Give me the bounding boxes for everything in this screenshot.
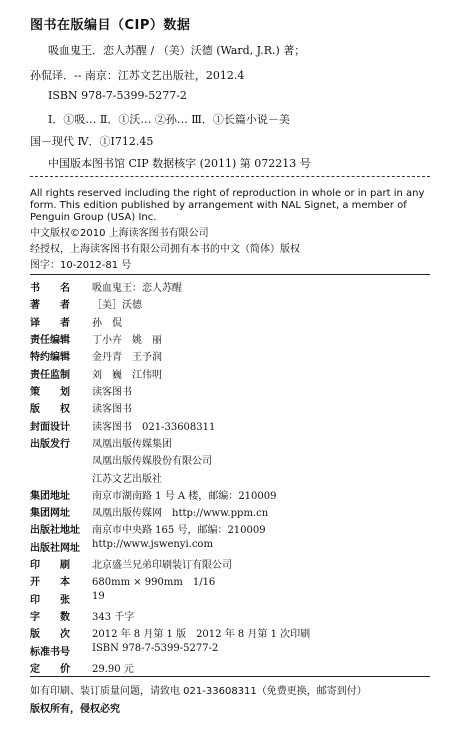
dashed-divider (30, 176, 430, 177)
rights-reserved: 版权所有，侵权必究 (30, 704, 120, 715)
detail-label: 责任监制 (30, 369, 70, 381)
rights-statement: All rights reserved including the right of reproduction in whole or in part in any form. This edition published by arrangement with NAL Signet, a member of Penguin Group (USA) Inc. (30, 188, 425, 223)
detail-value: ISBN 978-7-5399-5277-2 (92, 642, 219, 654)
detail-value: 680mm × 990mm 1/16 (92, 577, 216, 589)
detail-label: 译 者 (30, 317, 70, 329)
cip-line-classification: Ⅰ．①吸… Ⅱ．①沃… ②孙… Ⅲ．①长篇小说－美 (48, 113, 290, 126)
cip-line-isbn: ISBN 978-7-5399-5277-2 (48, 89, 187, 102)
detail-label: 出版发行 (30, 438, 70, 450)
detail-value: 刘 巍 江伟明 (92, 369, 162, 381)
detail-label: 出版社地址 (30, 525, 80, 537)
detail-value: 南京市湖南路 1 号 A 楼，邮编：210009 (92, 490, 277, 502)
detail-value: 吸血鬼王：恋人苏醒 (92, 283, 182, 294)
cip-line-title-author: 吸血鬼王．恋人苏醒 / （美）沃德 (Ward, J.R.) 著； (48, 44, 306, 57)
detail-label: 集团网址 (30, 508, 70, 520)
detail-value: 读客图书 (92, 386, 132, 398)
detail-label: 出版社网址 (30, 542, 80, 554)
detail-value: 凤凰出版传媒股份有限公司 (92, 456, 212, 468)
detail-label: 版 次 (30, 629, 70, 641)
detail-label: 印 张 (30, 594, 70, 606)
detail-label: 策 划 (30, 386, 70, 398)
detail-value: 读客图书 (92, 404, 132, 416)
detail-value: 2012 年 8 月第 1 版 2012 年 8 月第 1 次印刷 (92, 629, 311, 641)
detail-value: ［美］沃德 (92, 300, 142, 312)
cip-line-cip-number: 中国版本图书馆 CIP 数据核字 (2011) 第 072213 号 (48, 157, 311, 170)
detail-value: 江苏文艺出版社 (92, 473, 162, 485)
detail-label: 著 者 (30, 300, 70, 312)
detail-label: 开 本 (30, 577, 70, 589)
detail-value: 南京市中央路 165 号，邮编：210009 (92, 525, 266, 537)
print-quality-notice: 如有印刷、装订质量问题，请致电 021-33608311（免费更换，邮寄到付） (30, 686, 367, 697)
detail-label: 印 刷 (30, 560, 70, 572)
detail-value: 读客图书 021-33608311 (92, 421, 216, 433)
detail-value: 丁小卉 姚 丽 (92, 334, 162, 346)
copyright-line-1: 中文版权©2010 上海读客图书有限公司 (30, 228, 209, 239)
cip-title: 图书在版编目（CIP）数据 (30, 18, 191, 33)
divider-top (30, 274, 430, 275)
detail-label: 标准书号 (30, 646, 70, 658)
copyright-registration: 图字：10-2012-81 号 (30, 260, 132, 271)
detail-value: 343 千字 (92, 612, 135, 624)
detail-value: 凤凰出版传媒网 http://www.ppm.cn (92, 508, 269, 520)
detail-label: 书 名 (30, 283, 70, 294)
detail-label: 特约编辑 (30, 352, 70, 364)
detail-value: 29.90 元 (92, 664, 134, 675)
detail-value: 北京盛兰兄弟印刷装订有限公司 (92, 560, 232, 572)
detail-value: http://www.jswenyi.com (92, 538, 213, 550)
copyright-line-2: 经授权，上海读客图书有限公司拥有本书的中文（简体）版权 (30, 244, 300, 255)
detail-label: 责任编辑 (30, 334, 70, 346)
detail-label: 字 数 (30, 612, 70, 624)
detail-label: 集团地址 (30, 490, 70, 502)
detail-label: 封面设计 (30, 421, 70, 433)
detail-label: 版 权 (30, 404, 70, 416)
detail-value: 孙 侃 (92, 317, 122, 329)
detail-value: 凤凰出版传媒集团 (92, 438, 172, 450)
detail-value: 金丹青 王予润 (92, 352, 162, 364)
cip-line-classification-cont: 国－现代 Ⅳ．①I712.45 (30, 135, 154, 148)
cip-line-translator: 孙侃译．-- 南京：江苏文艺出版社，2012.4 (30, 69, 245, 82)
detail-label: 定 价 (30, 664, 70, 675)
detail-value: 19 (92, 590, 105, 602)
divider-bottom (30, 676, 430, 677)
